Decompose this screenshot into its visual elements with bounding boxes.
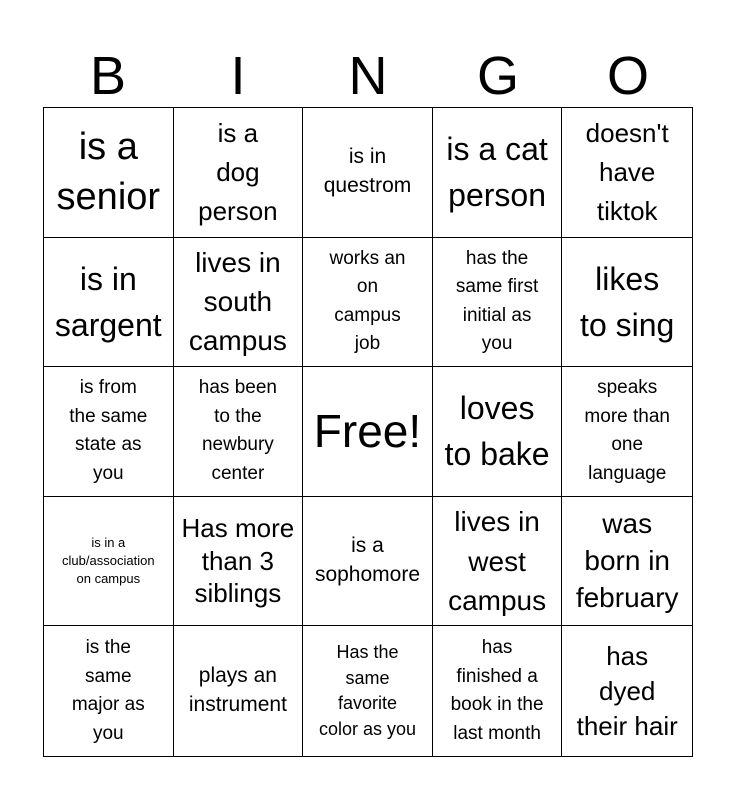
bingo-cell[interactable] bbox=[303, 238, 433, 368]
cell-text: is a senior bbox=[56, 126, 161, 219]
free-space[interactable] bbox=[303, 367, 433, 497]
cell-text: is the same major as you bbox=[71, 637, 145, 744]
cell-text: lives in south campus bbox=[188, 247, 287, 357]
bingo-cell[interactable] bbox=[174, 367, 304, 497]
header-letter-n: N bbox=[348, 46, 388, 106]
bingo-cell[interactable] bbox=[174, 626, 304, 756]
bingo-header bbox=[43, 44, 693, 108]
bingo-cell[interactable] bbox=[44, 626, 174, 756]
header-letter-b: B bbox=[89, 46, 127, 106]
cell-text: is a cat person bbox=[446, 130, 548, 214]
cell-text: likes to sing bbox=[580, 260, 675, 343]
cell-text: is in questrom bbox=[323, 145, 412, 198]
bingo-cell[interactable] bbox=[44, 367, 174, 497]
bingo-cell[interactable] bbox=[562, 238, 692, 368]
cell-text: Has more than 3 siblings bbox=[181, 513, 295, 609]
bingo-cell[interactable] bbox=[303, 497, 433, 627]
bingo-cell[interactable] bbox=[562, 367, 692, 497]
bingo-cell[interactable] bbox=[174, 497, 304, 627]
bingo-cell[interactable] bbox=[433, 238, 563, 368]
bingo-cell[interactable] bbox=[174, 238, 304, 368]
cell-text: was born in february bbox=[575, 507, 679, 613]
header-letter-i: I bbox=[230, 46, 246, 106]
bingo-cell[interactable] bbox=[433, 497, 563, 627]
bingo-board bbox=[43, 107, 693, 757]
bingo-cell[interactable] bbox=[562, 497, 692, 627]
cell-text: has the same first initial as you bbox=[455, 247, 539, 355]
bingo-cell[interactable] bbox=[44, 238, 174, 368]
cell-text: is a dog person bbox=[198, 117, 278, 226]
bingo-cell[interactable] bbox=[44, 108, 174, 238]
bingo-cell[interactable] bbox=[303, 108, 433, 238]
cell-text: has finished a book in the last month bbox=[450, 637, 544, 744]
header-letter-g: G bbox=[476, 46, 519, 106]
header-letter-o: O bbox=[606, 46, 649, 106]
cell-text: is in a club/association on campus bbox=[62, 534, 155, 587]
free-space-text: Free! bbox=[313, 404, 422, 457]
cell-text: is in sargent bbox=[54, 260, 162, 343]
bingo-cell[interactable] bbox=[562, 108, 692, 238]
cell-text: loves to bake bbox=[444, 390, 550, 473]
cell-text: Has the same favorite color as you bbox=[318, 642, 417, 739]
cell-text: has dyed their hair bbox=[576, 640, 678, 741]
cell-text: speaks more than one language bbox=[584, 377, 670, 484]
bingo-cell[interactable] bbox=[433, 626, 563, 756]
bingo-cell[interactable] bbox=[44, 497, 174, 627]
cell-text: is a sophomore bbox=[314, 534, 421, 587]
cell-text: doesn't have tiktok bbox=[585, 117, 669, 226]
bingo-cell[interactable] bbox=[433, 108, 563, 238]
cell-text: is from the same state as you bbox=[69, 377, 148, 484]
cell-text: plays an instrument bbox=[188, 664, 287, 717]
bingo-cell[interactable] bbox=[303, 626, 433, 756]
cell-text: works an on campus job bbox=[329, 247, 406, 355]
cell-text: lives in west campus bbox=[448, 506, 547, 616]
bingo-cell[interactable] bbox=[174, 108, 304, 238]
bingo-cell[interactable] bbox=[433, 367, 563, 497]
bingo-cell[interactable] bbox=[562, 626, 692, 756]
cell-text: has been to the newbury center bbox=[198, 377, 277, 484]
